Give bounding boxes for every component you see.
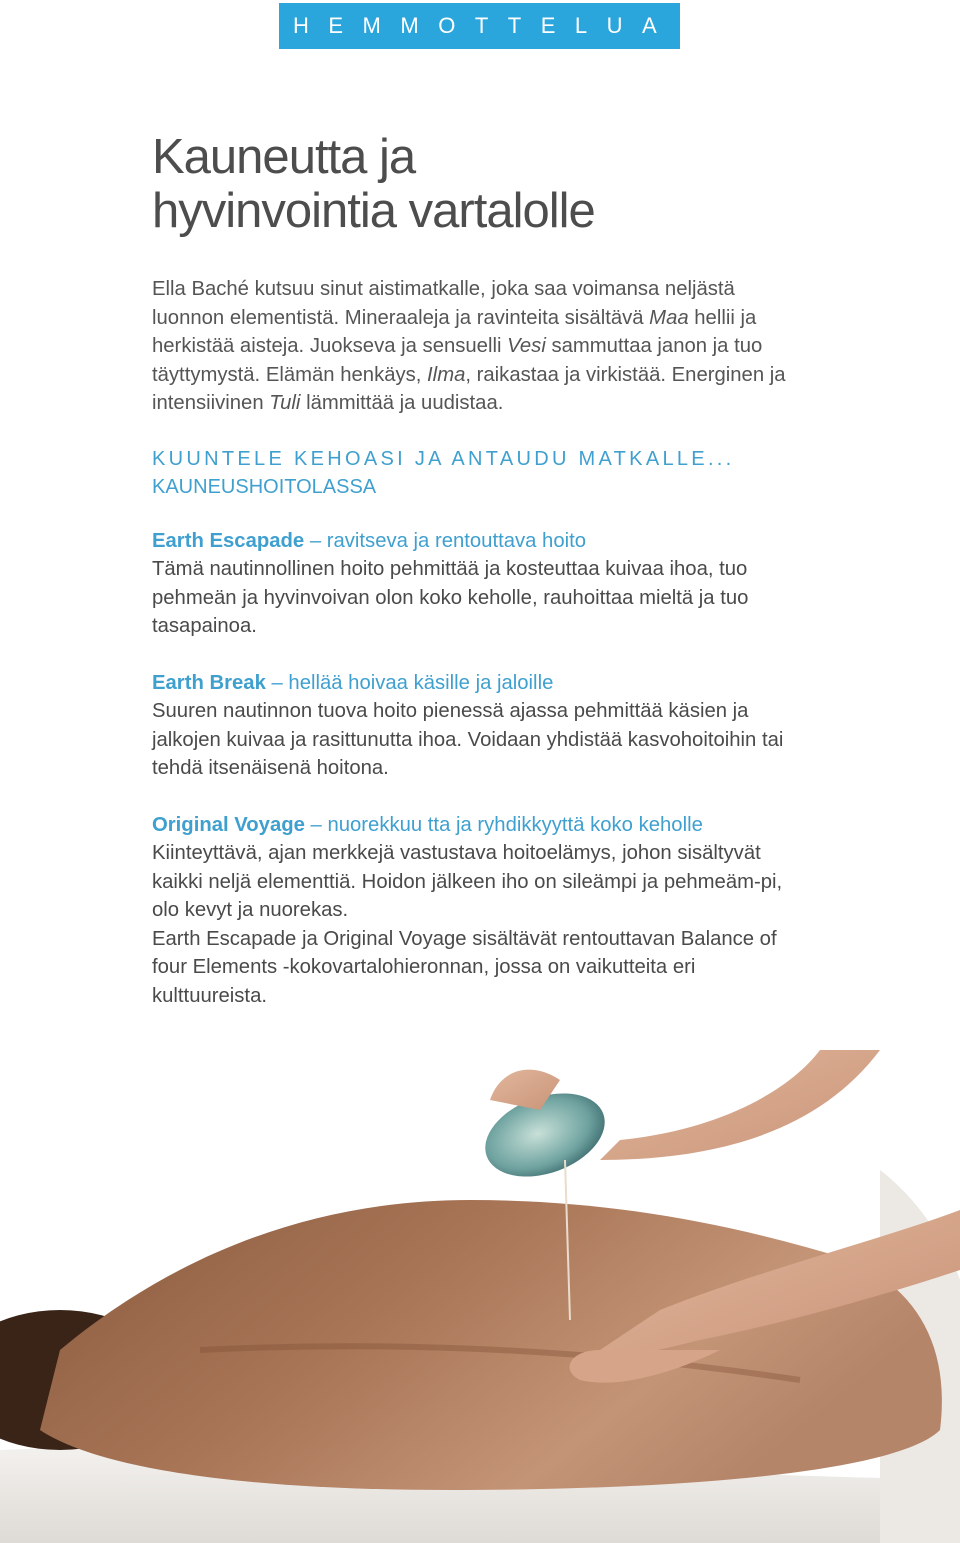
treatment-name: Earth Break [152,671,266,694]
treatment-name: Earth Escapade [152,529,305,552]
treatment-heading [152,527,812,556]
intro-text: sammuttaa janon ja tuo täyttymystä. Elämän henkäys, [152,335,763,386]
intro-text: hellii ja herkistää aisteja. Juokseva ja sensuelli [152,306,757,357]
treatment-subtitle: – ravitseva ja rentouttava hoito [304,529,587,552]
treatment-subtitle: – hellää hoivaa käsille ja jaloille [265,671,554,694]
intro-text: Ella Baché kutsuu sinut aistimatkalle, joka saa voimansa neljästä luonnon elementistä. Mineraaleja ja ravinteita sisältävä [152,278,735,329]
treatment-name: Original Voyage [152,813,305,836]
closing-paragraph: Earth Escapade ja Original Voyage sisältävät rentouttavan Balance of four Elements -kokovartalohieronnan, jossa on vaikutteita eri kulttuureista. [152,927,777,1007]
element-water: Vesi [507,335,546,357]
intro-paragraph [152,275,812,418]
article-content [152,275,812,1010]
treatment-item [152,527,812,641]
element-air: Ilma [427,363,466,386]
treatment-description: Suuren nautinnon tuova hoito pienessä ajassa pehmittää käsien ja jalkojen kuivaa ja rasittunutta ihoa. Voidaan yhdistää kasvohoitoihin tai tehdä itsenäisenä hoitona. [152,700,784,779]
page-title [152,130,595,238]
element-earth: Maa [649,306,689,329]
treatment-heading [152,669,812,698]
treatment-description: Tämä nautinnollinen hoito pehmittää ja kosteuttaa kuivaa ihoa, tuo pehmeän ja hyvinvoivan olon koko keholle, rauhoittaa mieltä ja tuo tasapainoa. [152,558,749,637]
treatment-description: Kiinteyttävä, ajan merkkejä vastustava hoitoelämys, johon sisältyvät kaikki neljä elementtiä. Hoidon jälkeen iho on sileämpi ja pehmeäm-pi, olo kevyt ja nuorekas. [152,842,783,921]
treatment-item [152,669,812,783]
section-banner [279,3,680,49]
treatment-item [152,811,812,925]
title-line-1: Kauneutta ja [152,130,416,184]
intro-text: , raikastaa ja virkistää. Energinen ja intensiivinen [152,363,786,414]
title-line-2: hyvinvointia vartalolle [152,184,595,238]
section-kicker: KUUNTELE KEHOASI JA ANTAUDU MATKALLE... [152,447,735,470]
treatment-subtitle: – nuorekkuu tta ja ryhdikkyyttä koko keholle [304,813,703,836]
intro-text: lämmittää ja uudistaa. [300,392,504,414]
section-label: HEMMOTTELUA [293,13,677,38]
treatment-heading [152,811,812,840]
section-subkicker: KAUNEUSHOITOLASSA [152,475,377,498]
element-fire: Tuli [269,392,301,414]
massage-photo [0,1050,960,1543]
massage-illustration [0,1050,960,1543]
